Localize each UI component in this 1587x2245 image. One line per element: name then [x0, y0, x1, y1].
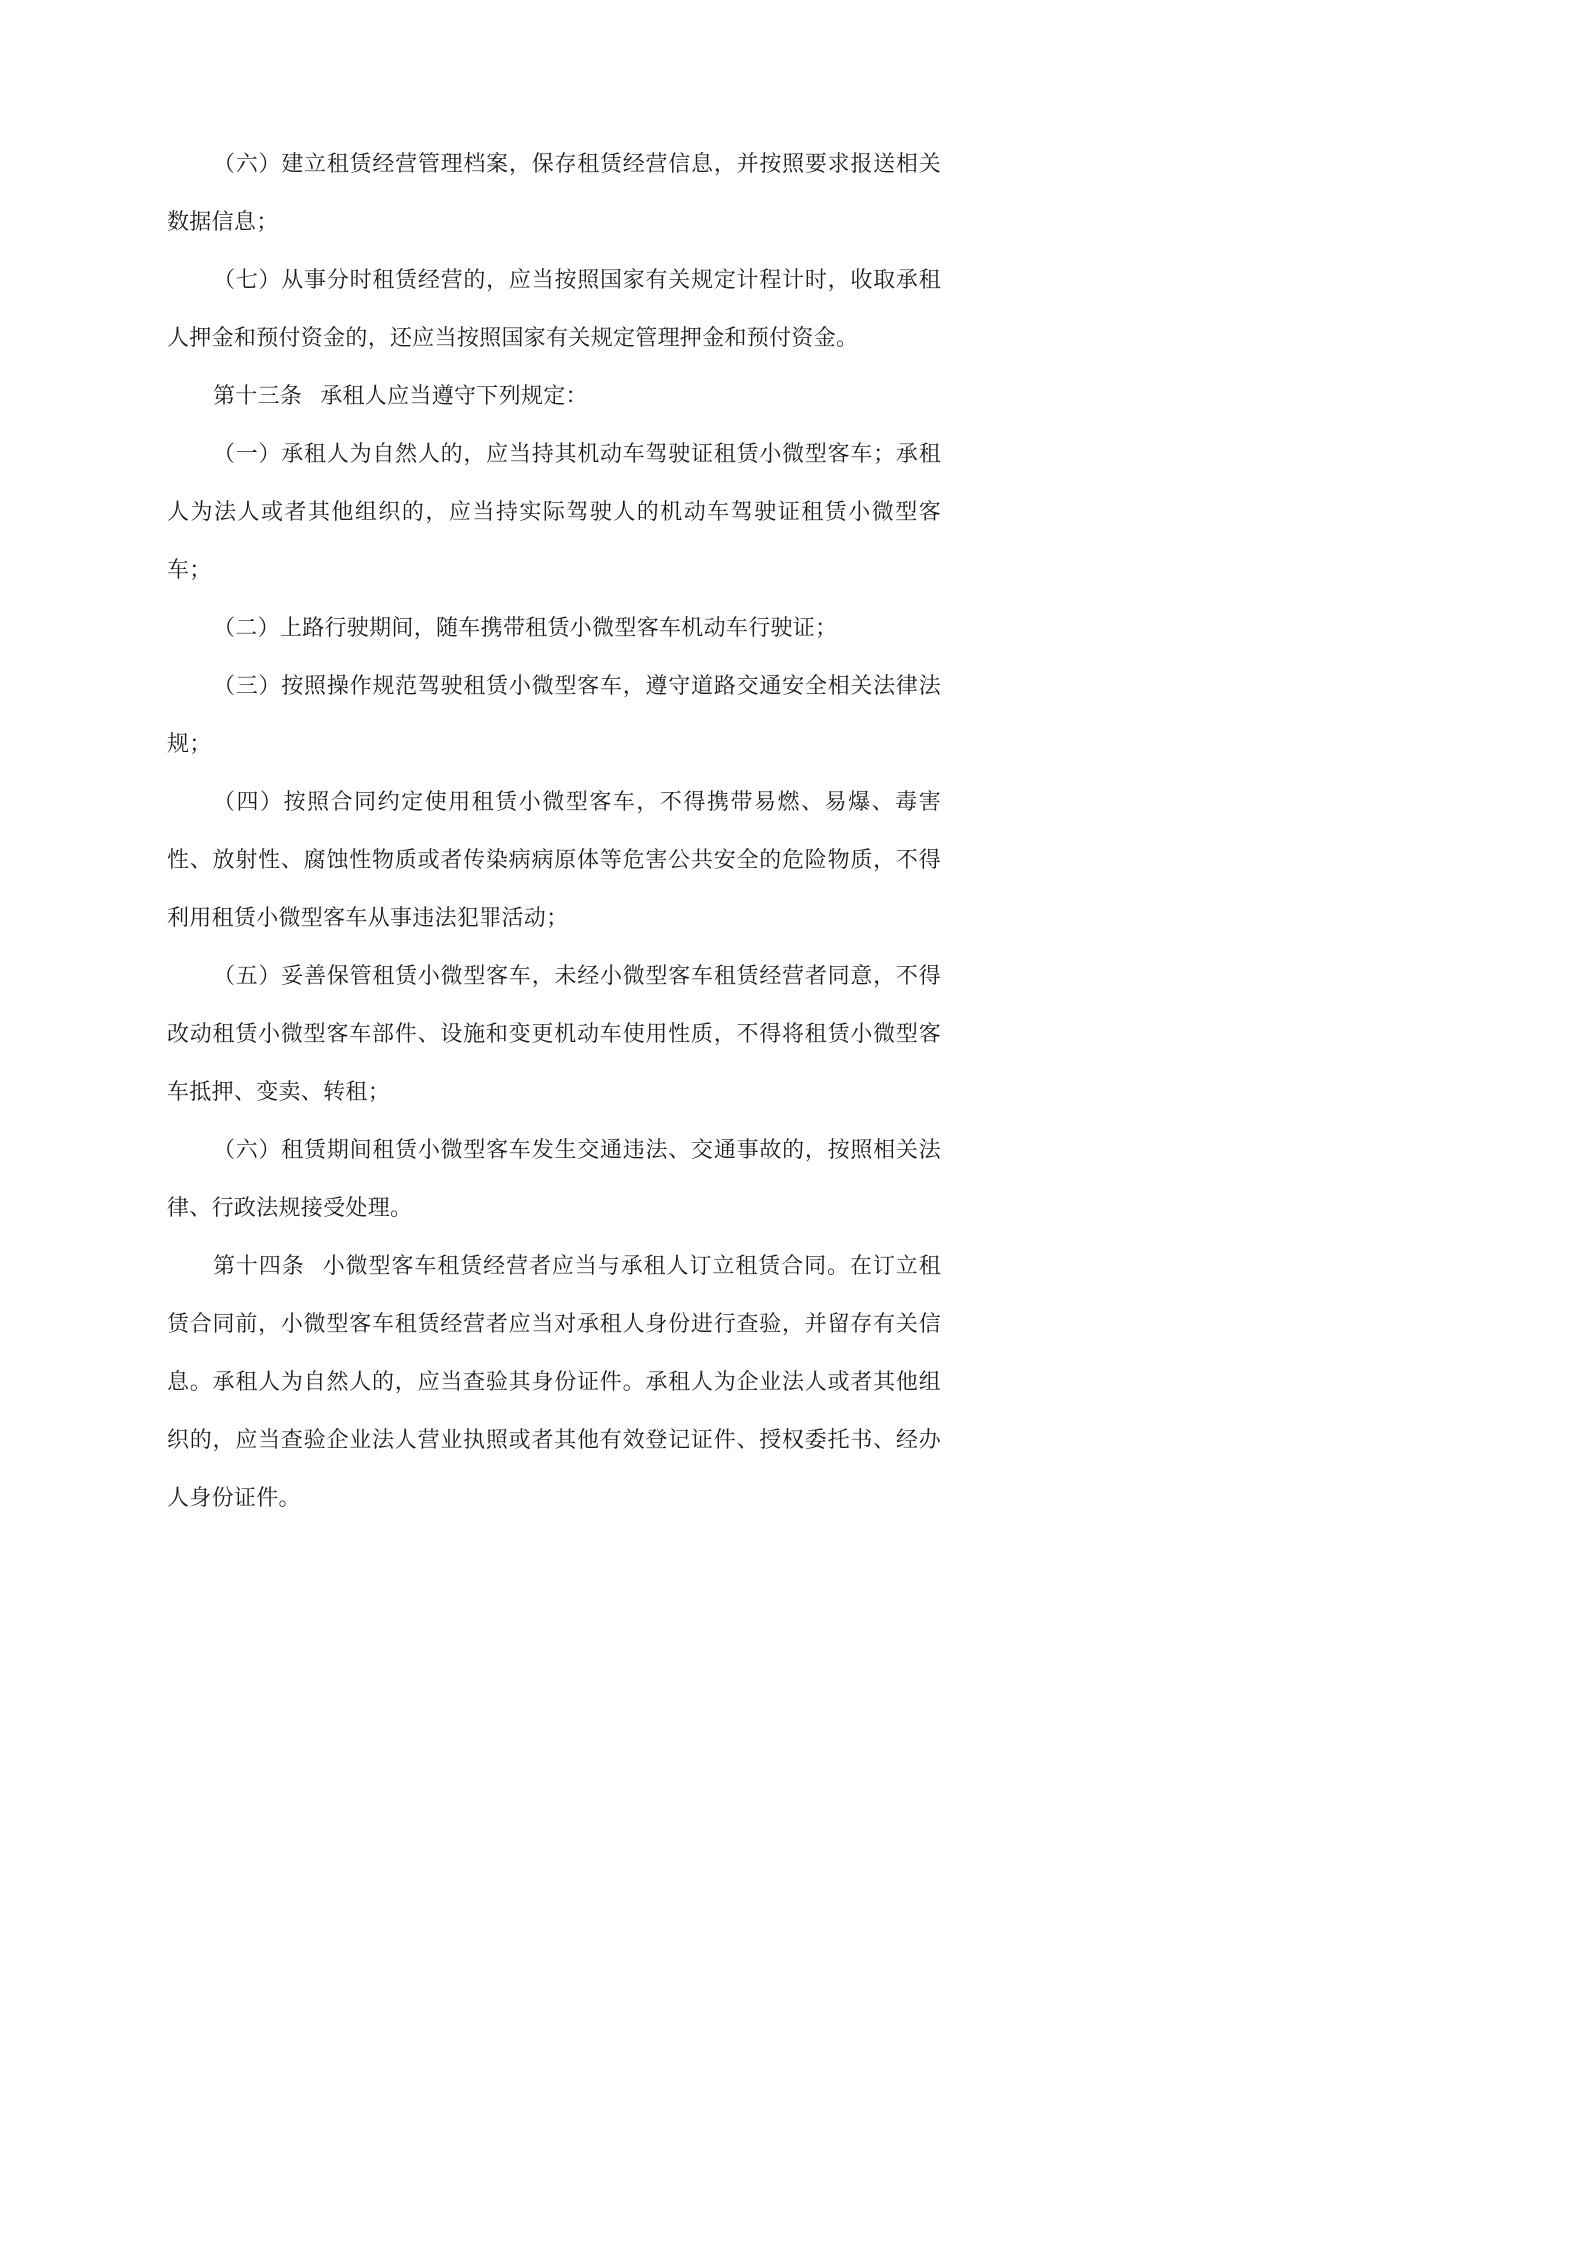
paragraph-text: （六）建立租赁经营管理档案，保存租赁经营信息，并按照要求报送相关数据信息；	[167, 152, 941, 235]
article-13-heading	[167, 368, 941, 426]
paragraph-text: （四）按照合同约定使用租赁小微型客车，不得携带易燃、易爆、毒害性、放射性、腐蚀性物质或者传染病病原体等危害公共安全的危险物质，不得利用租赁小微型客车从事违法犯罪活动；	[167, 790, 941, 931]
paragraph-text: （六）租赁期间租赁小微型客车发生交通违法、交通事故的，按照相关法律、行政法规接受处理。	[167, 1138, 941, 1221]
paragraph-text: 承租人应当遵守下列规定：	[320, 384, 588, 409]
document-page	[0, 0, 1104, 1562]
article-number: 第十三条	[213, 384, 303, 409]
paragraph-text: （三）按照操作规范驾驶租赁小微型客车，遵守道路交通安全相关法律法规；	[167, 674, 941, 757]
paragraph-item-2-registration	[167, 600, 941, 658]
article-14-contract	[167, 1238, 941, 1528]
paragraph-item-3-driving	[167, 658, 941, 774]
paragraph-text: 小微型客车租赁经营者应当与承租人订立租赁合同。在订立租赁合同前，小微型客车租赁经营者应当对承租人身份进行查验，并留存有关信息。承租人为自然人的，应当查验其身份证件。承租人为企业法人或者其他组织的，应当查验企业法人营业执照或者其他有效登记证件、授权委托书、经办人身份证件。	[167, 1254, 942, 1511]
document-body	[167, 136, 941, 1528]
paragraph-item-1-license	[167, 426, 941, 600]
paragraph-text: （五）妥善保管租赁小微型客车，未经小微型客车租赁经营者同意，不得改动租赁小微型客车部件、设施和变更机动车使用性质，不得将租赁小微型客车抵押、变卖、转租；	[167, 964, 941, 1105]
paragraph-item-5-safekeeping	[167, 948, 941, 1122]
paragraph-text: （二）上路行驶期间，随车携带租赁小微型客车机动车行驶证；	[213, 616, 838, 641]
paragraph-item-6-archive	[167, 136, 941, 252]
paragraph-text: （七）从事分时租赁经营的，应当按照国家有关规定计程计时，收取承租人押金和预付资金的，还应当按照国家有关规定管理押金和预付资金。	[167, 268, 941, 351]
paragraph-text: （一）承租人为自然人的，应当持其机动车驾驶证租赁小微型客车；承租人为法人或者其他组织的，应当持实际驾驶人的机动车驾驶证租赁小微型客车；	[167, 442, 941, 583]
article-number: 第十四条	[213, 1254, 305, 1279]
paragraph-item-6-violations	[167, 1122, 941, 1238]
paragraph-item-7-timeshare	[167, 252, 941, 368]
paragraph-item-4-usage	[167, 774, 941, 948]
